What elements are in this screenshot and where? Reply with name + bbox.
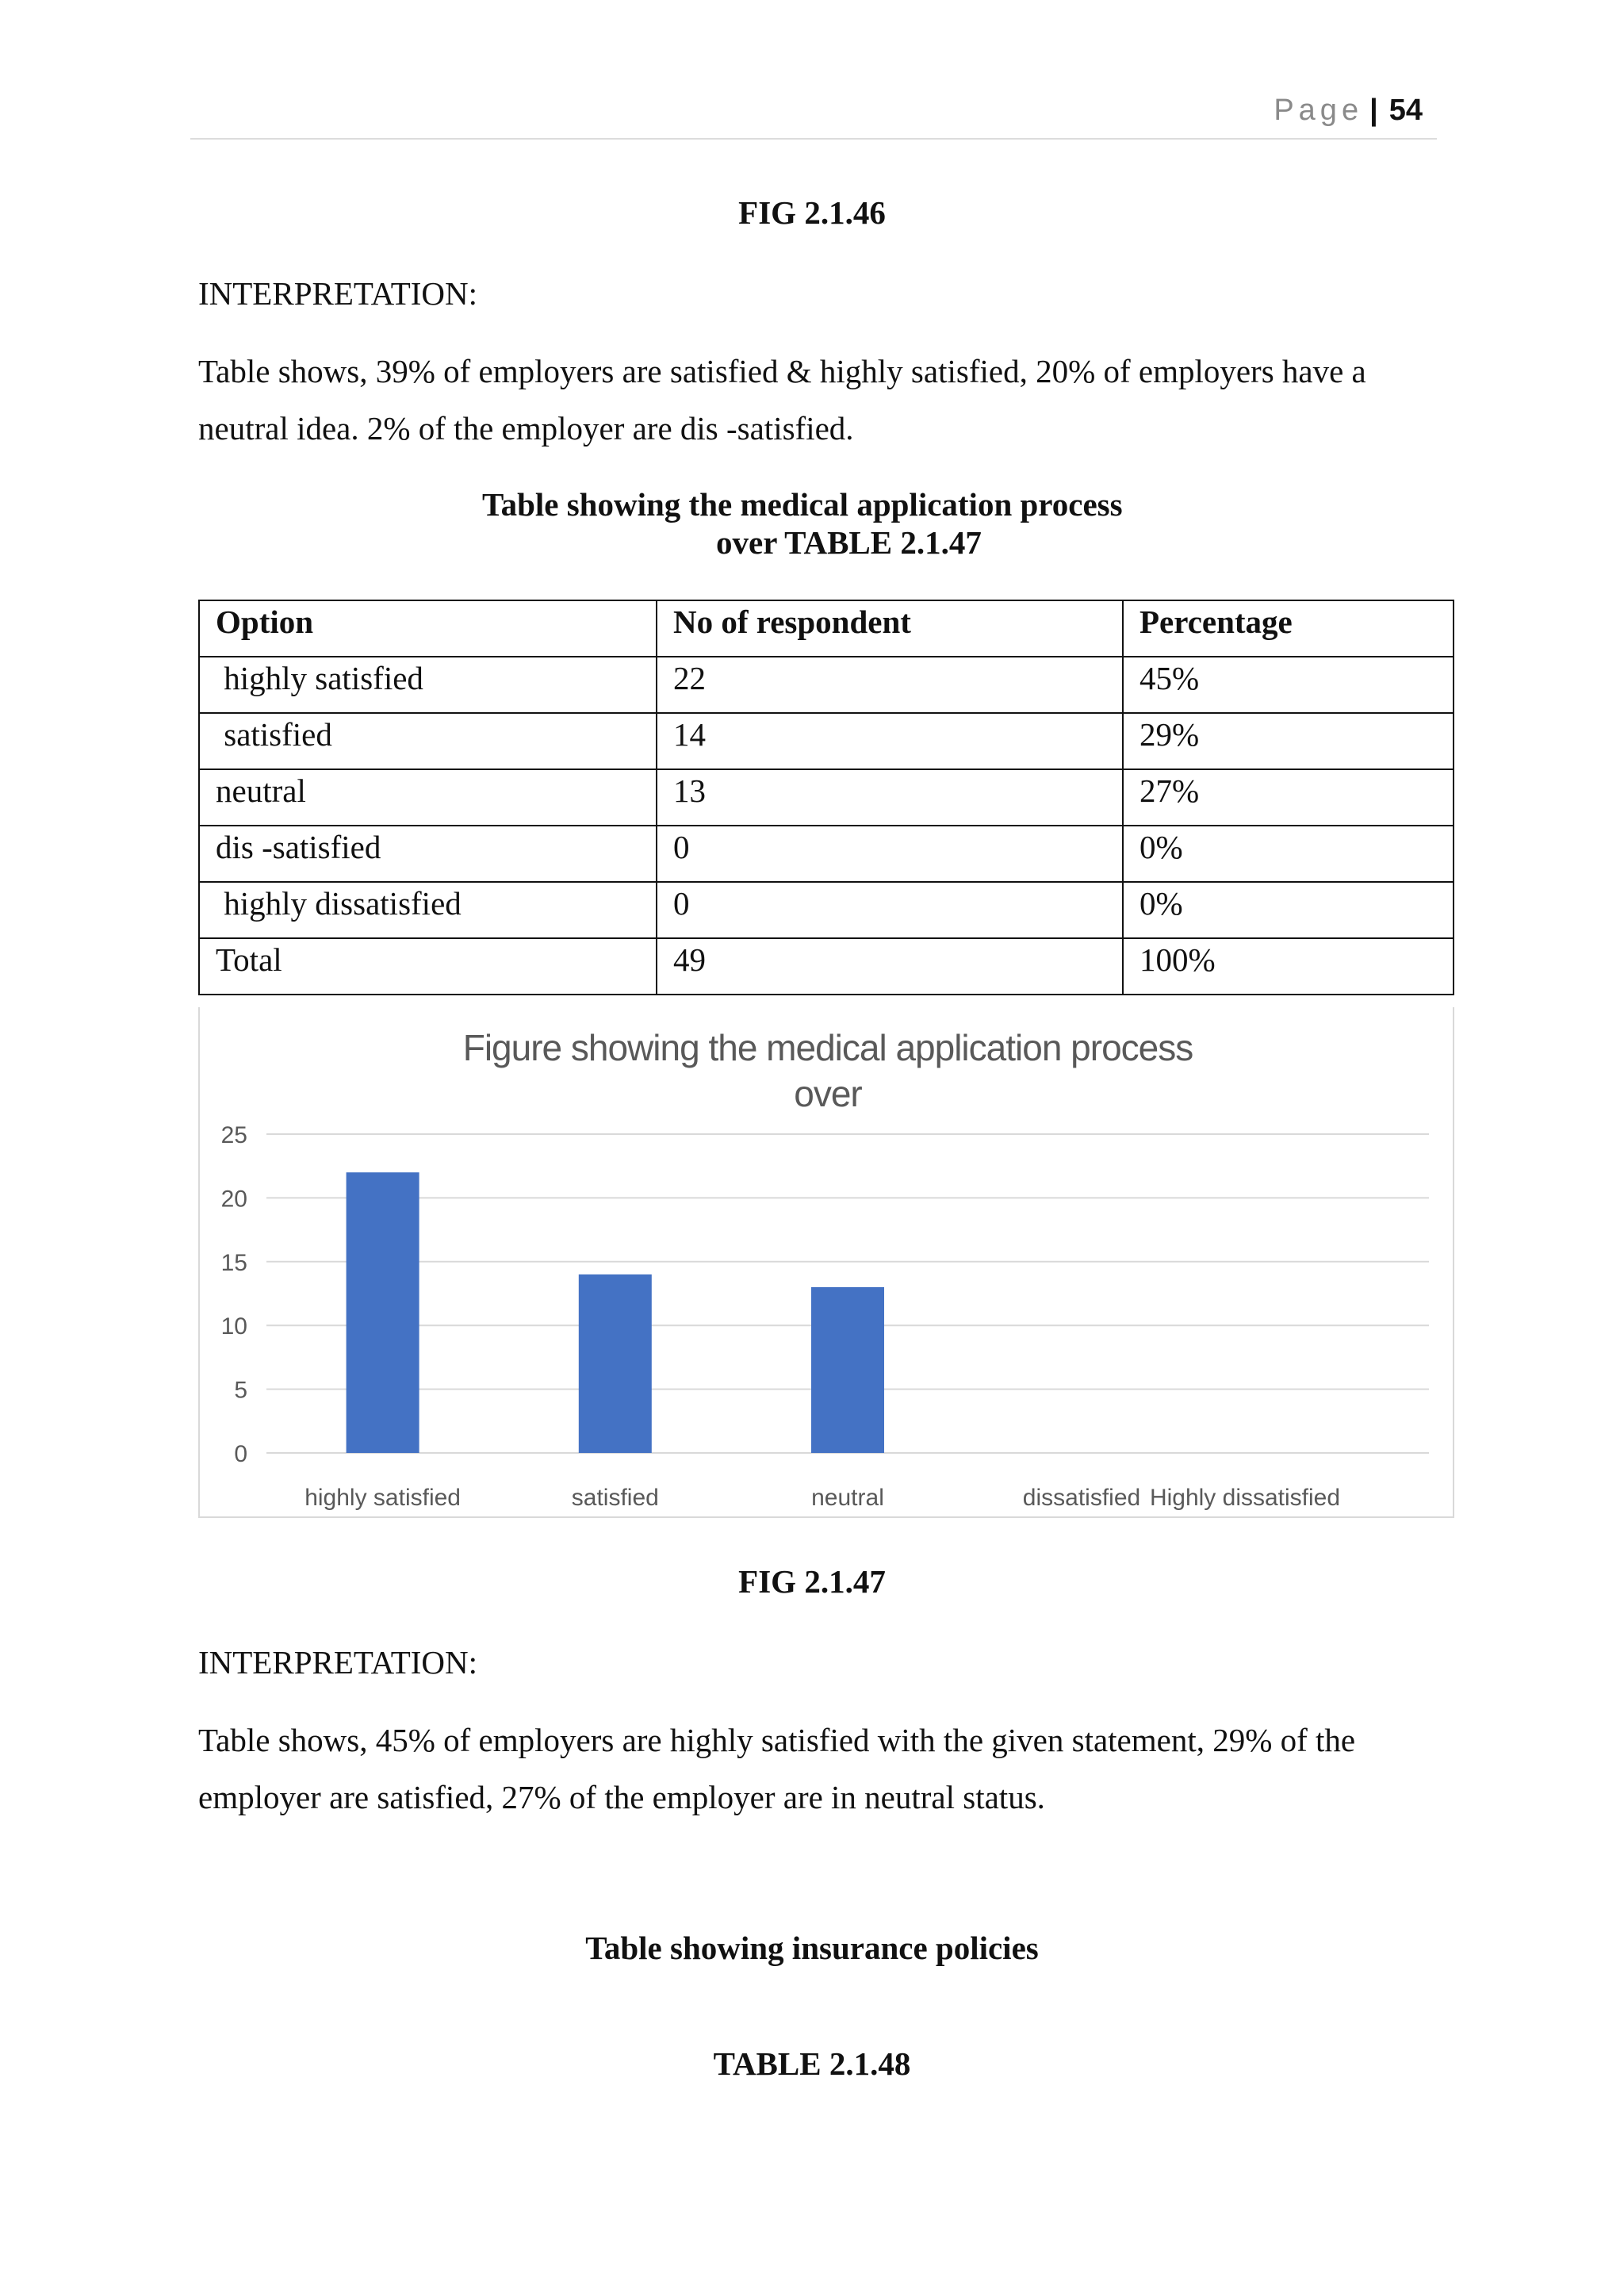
- cell-count: 0: [657, 826, 1123, 882]
- x-tick-label: dissatisfied: [1022, 1485, 1141, 1511]
- cell-percent: 0%: [1123, 826, 1454, 882]
- x-tick-label: neutral: [811, 1485, 884, 1511]
- page-separator: |: [1369, 94, 1378, 127]
- y-tick-label: 25: [220, 1122, 247, 1148]
- data-table: [198, 600, 1454, 995]
- table-row: [199, 657, 1454, 713]
- table-row: [199, 882, 1454, 938]
- interpretation-heading-2: INTERPRETATION:: [198, 1644, 478, 1681]
- table-header-row: [199, 600, 1454, 657]
- cell-option: neutral: [199, 769, 657, 826]
- cell-count: 49: [657, 938, 1123, 995]
- x-tick-label: highly satisfied: [304, 1485, 461, 1511]
- x-tick-label: Highly dissatisfied: [1149, 1485, 1341, 1511]
- y-tick-label: 5: [234, 1377, 247, 1404]
- cell-option: highly satisfied: [199, 657, 657, 713]
- page-number: 54: [1388, 94, 1423, 127]
- interpretation-heading-1: INTERPRETATION:: [198, 275, 478, 312]
- bar: [347, 1172, 419, 1453]
- cell-percent: 100%: [1123, 938, 1454, 995]
- y-tick-label: 15: [220, 1249, 247, 1276]
- table-title-line1: Table showing the medical application process: [482, 486, 1123, 523]
- page-header: [190, 94, 1437, 140]
- section-title: Table showing insurance policies: [585, 1930, 1039, 1966]
- chart-svg: [200, 1007, 1456, 1518]
- cell-percent: 45%: [1123, 657, 1454, 713]
- y-tick-label: 0: [234, 1441, 247, 1467]
- bar: [579, 1274, 652, 1453]
- table-row: [199, 826, 1454, 882]
- cell-percent: 0%: [1123, 882, 1454, 938]
- cell-count: 22: [657, 657, 1123, 713]
- chart-title-line1: Figure showing the medical application process: [462, 1027, 1193, 1068]
- fig-caption: FIG 2.1.47: [738, 1563, 886, 1600]
- bar-chart: [198, 1007, 1454, 1518]
- header-option: Option: [199, 600, 657, 657]
- cell-percent: 27%: [1123, 769, 1454, 826]
- interpretation-text-1: Table shows, 39% of employers are satisfied & highly satisfied, 20% of employers have a neutral idea. 2% of the employer are dis -satisfied.: [198, 353, 1366, 447]
- table-row-total: [199, 938, 1454, 995]
- table-row: [199, 713, 1454, 769]
- cell-count: 0: [657, 882, 1123, 938]
- table-title: [0, 485, 1624, 562]
- y-tick-label: 20: [220, 1186, 247, 1213]
- header-respondents: No of respondent: [657, 600, 1123, 657]
- cell-count: 14: [657, 713, 1123, 769]
- y-tick-label: 10: [220, 1313, 247, 1340]
- interpretation-text-2: Table shows, 45% of employers are highly satisfied with the given statement, 29% of the employer are satisfied, 27% of the employer are in neutral status.: [198, 1722, 1356, 1815]
- x-tick-label: satisfied: [571, 1485, 659, 1511]
- table-row: [199, 769, 1454, 826]
- cell-count: 13: [657, 769, 1123, 826]
- table-title-line2: over TABLE 2.1.47: [716, 524, 982, 561]
- table-label: TABLE 2.1.48: [713, 2045, 911, 2082]
- fig-caption-prev: FIG 2.1.46: [738, 194, 886, 231]
- chart-title-line2: over: [794, 1073, 862, 1114]
- header-percentage: Percentage: [1123, 600, 1454, 657]
- page-label: Page: [1274, 94, 1364, 127]
- cell-option: Total: [199, 938, 657, 995]
- cell-percent: 29%: [1123, 713, 1454, 769]
- cell-option: satisfied: [199, 713, 657, 769]
- bar: [811, 1287, 884, 1453]
- cell-option: dis -satisfied: [199, 826, 657, 882]
- cell-option: highly dissatisfied: [199, 882, 657, 938]
